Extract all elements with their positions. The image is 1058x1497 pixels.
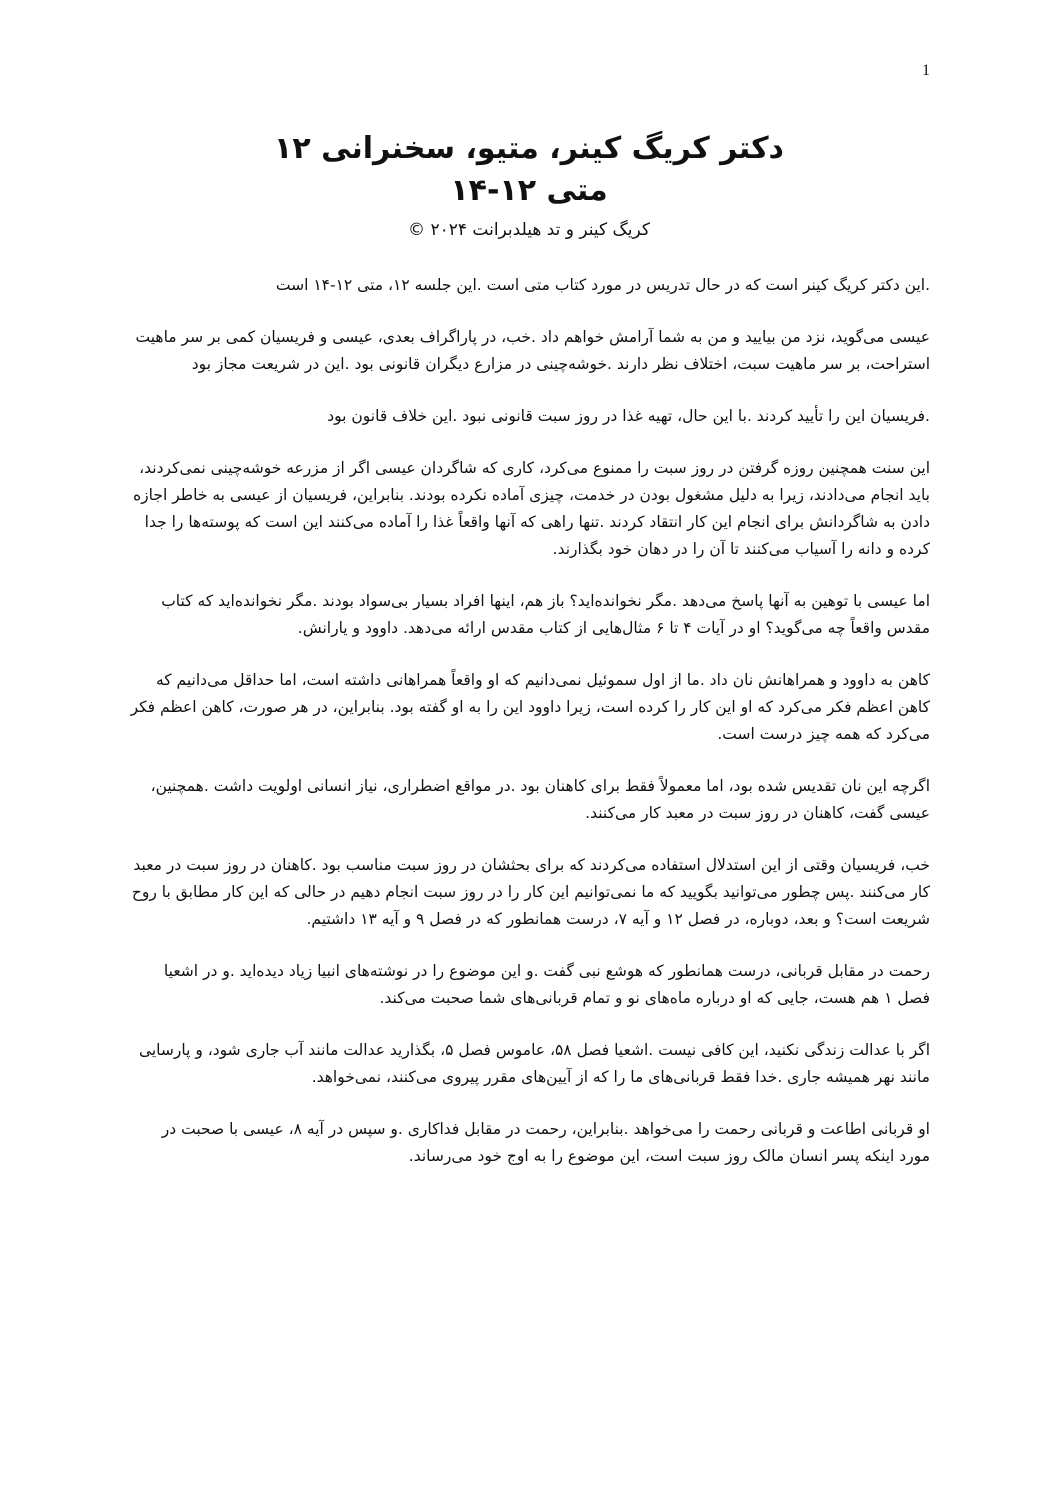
document-body — [128, 272, 930, 1195]
paragraph: اگرچه این نان تقدیس شده بود، اما معمولاً فقط برای کاهنان بود .در مواقع اضطراری، نیاز انسانی اولویت داشت .همچنین، عیسی گفت، کاهنان در روز سبت در معبد کار می‌کنند. — [150, 777, 930, 822]
title-line-1: دکتر کریگ کینر، متیو، سخنرانی ۱۲ — [274, 131, 784, 166]
paragraph: .فریسیان این را تأیید کردند .با این حال، تهیه غذا در روز سبت قانونی نبود .این خلاف قانون بود — [327, 407, 930, 425]
paragraph: .این دکتر کریگ کینر است که در حال تدریس در مورد کتاب متی است .این جلسه ۱۲، متی ۱۲-۱۴ است — [275, 276, 930, 294]
copyright-line: کریگ کینر و تد هیلدبرانت ۲۰۲۴ © — [408, 220, 650, 240]
paragraph: خب، فریسیان وقتی از این استدلال استفاده می‌کردند که برای بحثشان در روز سبت مناسب بود .کاهنان در روز سبت در معبد کار می‌کنند .پس چطور می‌توانید بگویید که ما نمی‌توانیم این کار را در روز سبت انجام دهیم در حالی که این کار مطابق با روح شریعت است؟ و بعد، دوباره، در فصل ۱۲ و آیه ۷، درست همانطور که در فصل ۹ و آیه ۱۳ داشتیم. — [131, 856, 930, 928]
paragraph: عیسی می‌گوید، نزد من بیایید و من به شما آرامش خواهم داد .خب، در پاراگراف بعدی، عیسی و فریسیان کمی بر سر ماهیت استراحت، بر سر ماهیت سبت، اختلاف نظر دارند .خوشه‌چینی در مزارع دیگران قانونی بود .این در شریعت مجاز بود — [135, 328, 930, 373]
document-header — [0, 128, 1058, 244]
paragraph: این سنت همچنین روزه گرفتن در روز سبت را ممنوع می‌کرد، کاری که شاگردان عیسی اگر از مزرعه خوشه‌چینی نمی‌کردند، باید انجام می‌دادند، زیرا به دلیل مشغول بودن در خدمت، چیزی آماده نکرده بودند. بنابراین، فریسیان از عیسی به خاطر اجازه دادن به شاگردانش برای انجام این کار انتقاد کردند .تنها راهی که آنها واقعاً غذا را آماده می‌کنند این است که پوسته‌ها را جدا کرده و دانه را آسیاب می‌کنند تا آن را در دهان خود بگذارند. — [133, 459, 930, 558]
paragraph: اگر با عدالت زندگی نکنید، این کافی نیست .اشعیا فصل ۵۸، عاموس فصل ۵، بگذارید عدالت مانند آب جاری شود، و پارسایی مانند نهر همیشه جاری .خدا فقط قربانی‌های ما را که از آیین‌های مقرر پیروی می‌کنند، نمی‌خواهد. — [138, 1041, 930, 1086]
page-number: 1 — [922, 62, 930, 79]
paragraph: اما عیسی با توهین به آنها پاسخ می‌دهد .مگر نخوانده‌اید؟ باز هم، اینها افراد بسیار بی‌سواد بودند .مگر نخوانده‌اید که کتاب مقدس واقعاً چه می‌گوید؟ او در آیات ۴ تا ۶ مثال‌هایی از کتاب مقدس ارائه می‌دهد. داوود و یارانش. — [161, 592, 930, 637]
paragraph: او قربانی اطاعت و قربانی رحمت را می‌خواهد .بنابراین، رحمت در مقابل فداکاری .و سپس در آیه ۸، عیسی با صحبت در مورد اینکه پسر انسان مالک روز سبت است، این موضوع را به اوج خود می‌رساند. — [161, 1120, 930, 1165]
paragraph: رحمت در مقابل قربانی، درست همانطور که هوشع نبی گفت .و این موضوع را در نوشته‌های انبیا زیاد دیده‌اید .و در اشعیا فصل ۱ هم هست، جایی که او درباره ماه‌های نو و تمام قربانی‌های شما صحبت می‌کند. — [163, 962, 930, 1007]
paragraph: کاهن به داوود و همراهانش نان داد .ما از اول سموئیل نمی‌دانیم که او واقعاً همراهانی داشته است، اما حداقل می‌دانیم که کاهن اعظم فکر می‌کرد که او این کار را کرده است، زیرا داوود این را به او گفته بود. بنابراین، در هر صورت، کاهن اعظم فکر می‌کرد که همه چیز درست است. — [130, 671, 930, 743]
title-line-2: متی ۱۲-۱۴ — [450, 173, 608, 208]
